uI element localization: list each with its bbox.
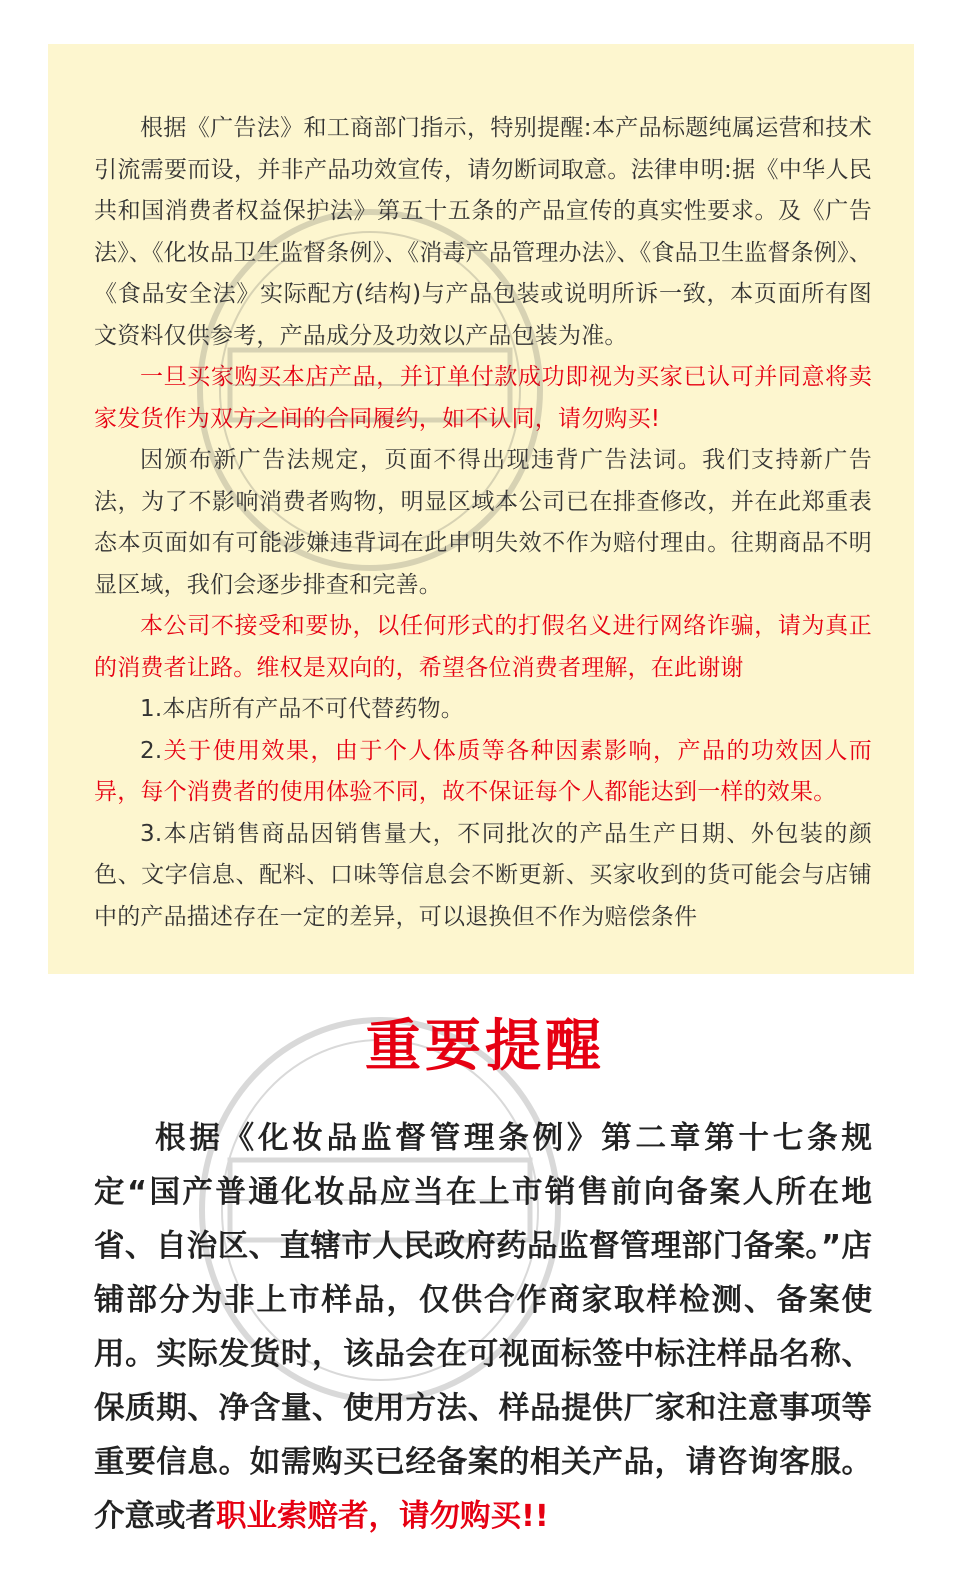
reminder-body (94, 1112, 872, 1544)
notice-item-2-number: 2. (140, 737, 163, 764)
notice-item-3: 3.本店销售商品因销售量大，不同批次的产品生产日期、外包装的颜色、文字信息、配料、口味等信息会不断更新、买家收到的货可能会与店铺中的产品描述存在一定的差异，可以退换但不作为赔偿条件 (94, 820, 872, 930)
notice-paragraph-ad-law: 因颁布新广告法规定，页面不得出现违背广告法词。我们支持新广告法，为了不影响消费者购物，明显区域本公司已在排查修改，并在此郑重表态本页面如有可能涉嫌违背词在此申明失效不作为赔付理由。往期商品不明显区域，我们会逐步排查和完善。 (94, 447, 872, 598)
notice-item-2 (94, 731, 872, 814)
notice-item-1: 1.本店所有产品不可代替药物。 (140, 696, 464, 722)
notice-paragraph-purchase-agreement: 一旦买家购买本店产品，并订单付款成功即视为买家已认可并同意将卖家发货作为双方之间的合同履约，如不认同，请勿购买! (94, 364, 872, 432)
reminder-title: 重要提醒 (365, 1014, 605, 1079)
notice-box (48, 44, 914, 974)
notice-item-2-text: 关于使用效果，由于个人体质等各种因素影响，产品的功效因人而异，每个消费者的使用体验不同，故不保证每个人都能达到一样的效果。 (94, 737, 872, 805)
reminder-body-warning: 职业索赔者，请勿购买!! (216, 1499, 549, 1534)
reminder-body-text: 根据《化妆品监督管理条例》第二章第十七条规定“国产普通化妆品应当在上市销售前向备案人所在地省、自治区、直辖市人民政府药品监督管理部门备案。”店铺部分为非上市样品，仅供合作商家取样检测、备案使用。实际发货时，该品会在可视面标签中标注样品名称、保质期、净含量、使用方法、样品提供厂家和注意事项等重要信息。如需购买已经备案的相关产品，请咨询客服。介意或者 (94, 1121, 872, 1534)
notice-paragraph-disclaimer: 根据《广告法》和工商部门指示，特别提醒:本产品标题纯属运营和技术引流需要而设，并非产品功效宣传，请勿断词取意。法律申明:据《中华人民共和国消费者权益保护法》第五十五条的产品宣传的真实性要求。及《广告法》、《化妆品卫生监督条例》、《消毒产品管理办法》、《食品卫生监督条例》、《食品安全法》实际配方(结构)与产品包装或说明所诉一致，本页面所有图文资料仅供参考，产品成分及功效以产品包装为准。 (94, 115, 872, 349)
notice-text (94, 108, 872, 938)
notice-paragraph-anti-fraud: 本公司不接受和要协，以任何形式的打假名义进行网络诈骗，请为真正的消费者让路。维权是双向的，希望各位消费者理解，在此谢谢 (94, 613, 872, 681)
